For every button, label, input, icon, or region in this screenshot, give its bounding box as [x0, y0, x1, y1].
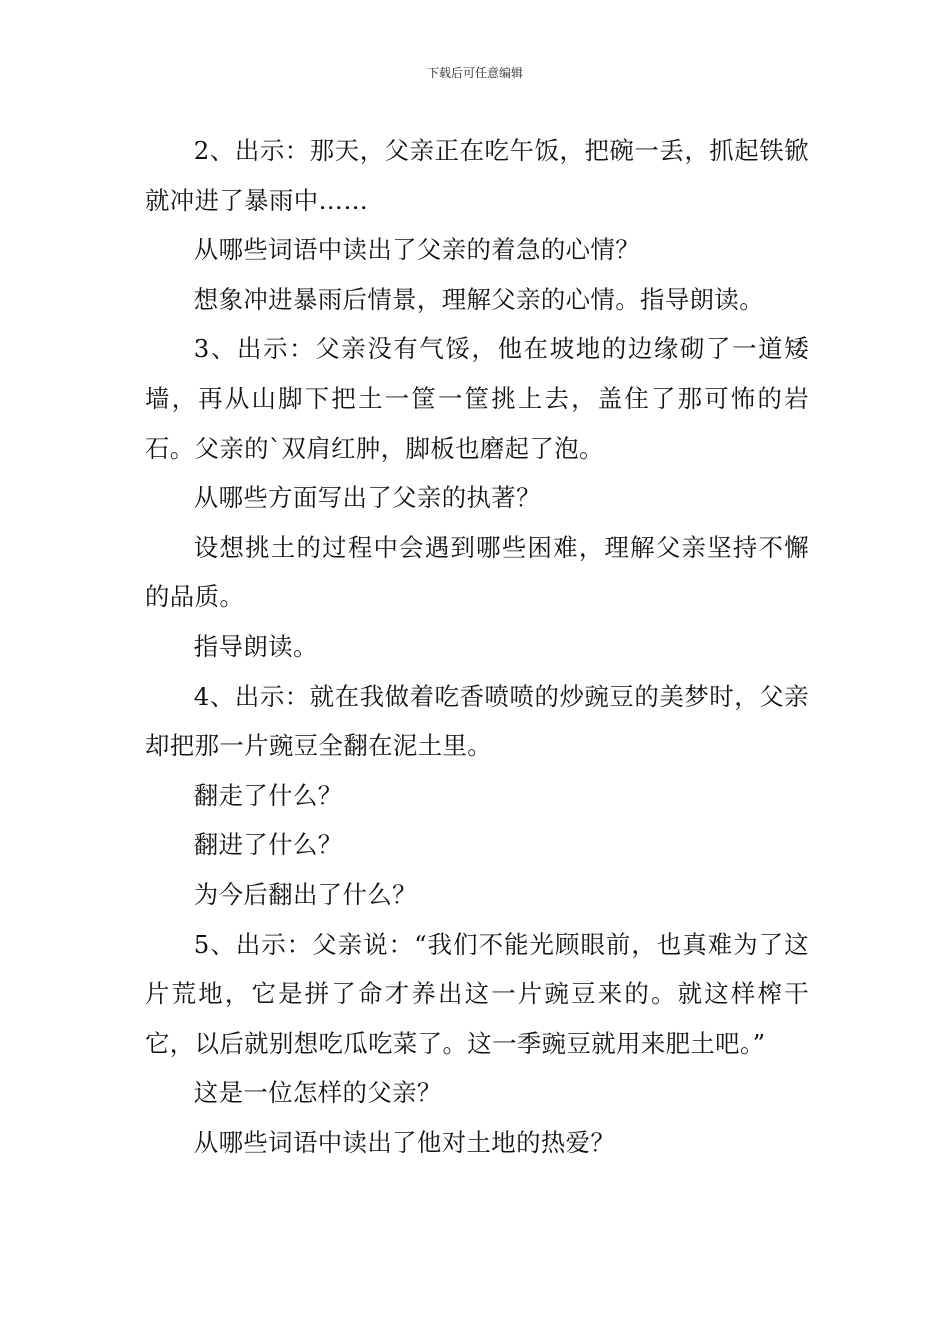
paragraph-9: 翻走了什么？	[193, 780, 343, 810]
page-header: 下载后可任意编辑	[426, 66, 523, 80]
paragraph-5: 从哪些方面写出了父亲的执著？	[193, 483, 541, 513]
document-body	[145, 126, 809, 1167]
paragraph-14: 从哪些词语中读出了他对土地的热爱？	[193, 1127, 616, 1157]
paragraph-7: 指导朗读。	[193, 631, 318, 661]
paragraph-11: 为今后翻出了什么？	[193, 879, 417, 909]
paragraph-8: 4、出示：就在我做着吃香喷喷的炒豌豆的美梦时，父亲却把那一片豌豆全翻在泥土里。	[145, 681, 809, 761]
paragraph-3: 想象冲进暴雨后情景，理解父亲的心情。指导朗读。	[193, 284, 764, 314]
paragraph-2: 从哪些词语中读出了父亲的着急的心情？	[193, 235, 641, 265]
paragraph-6: 设想挑土的过程中会遇到哪些困难，理解父亲坚持不懈的品质。	[145, 532, 809, 612]
paragraph-1: 2、出示：那天，父亲正在吃午饭，把碗一丢，抓起铁锨就冲进了暴雨中……	[145, 136, 809, 215]
paragraph-12: 5、出示：父亲说：“我们不能光顾眼前，也真难为了这片荒地，它是拼了命才养出这一片豌豆来的。就这样榨干它，以后就别想吃瓜吃菜了。这一季豌豆就用来肥土吧。”	[145, 929, 809, 1058]
paragraph-4: 3、出示：父亲没有气馁，他在坡地的边缘砌了一道矮墙，再从山脚下把土一筐一筐挑上去，盖住了那可怖的岩石。父亲的`双肩红肿，脚板也磨起了泡。	[145, 334, 809, 463]
paragraph-13: 这是一位怎样的父亲？	[193, 1078, 442, 1108]
paragraph-10: 翻进了什么？	[193, 830, 343, 860]
